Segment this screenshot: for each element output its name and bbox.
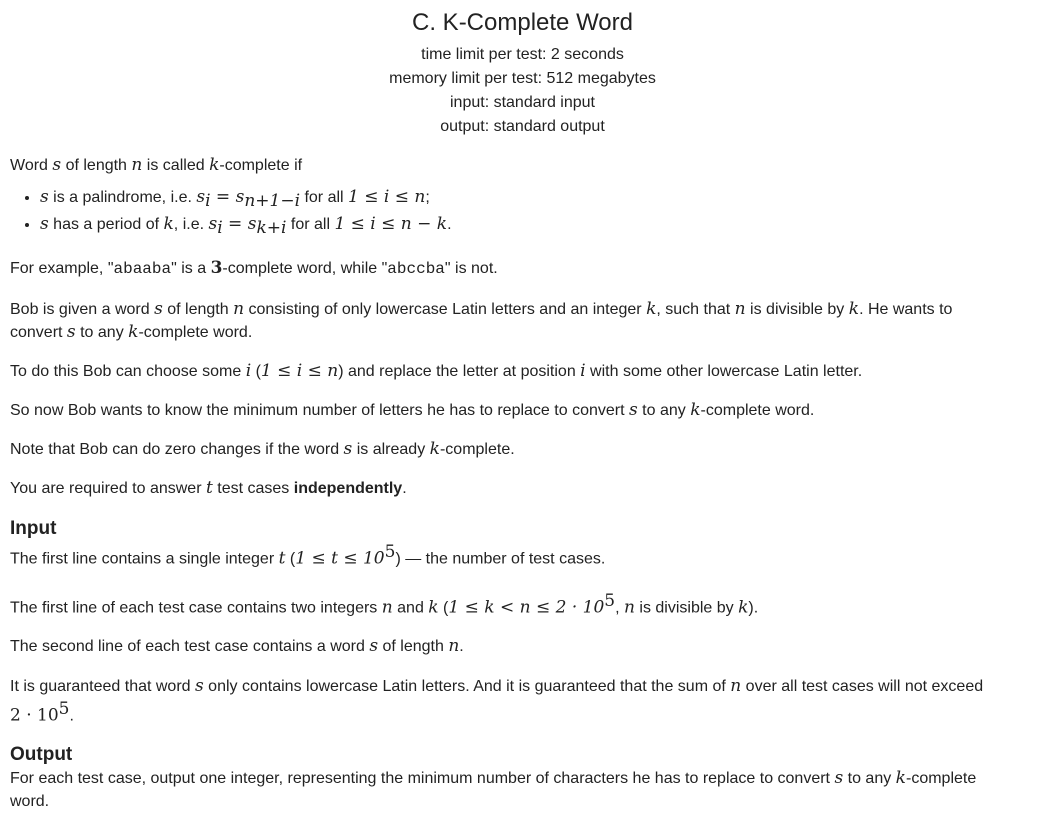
math-n: n — [131, 155, 143, 175]
statement-note: Note that Bob can do zero changes if the word s is already k-complete. — [10, 439, 515, 460]
math-k: k — [209, 155, 220, 175]
condition-palindrome: • s is a palindrome, i.e. $s_i = s_{n+1-i}$ for all 1 ≤ i ≤ n; — [40, 186, 1035, 213]
example-word-1: abaaba — [113, 260, 172, 279]
input-heading: Input — [10, 518, 57, 540]
input-guarantee: It is guaranteed that word s only contains lowercase Latin letters. And it is guaranteed that the sum of n over all test cases will not exceed $2 \cdot 10^5$. — [10, 676, 984, 726]
output-description: For each test case, output one integer, representing the minimum number of characters he has to replace to convert s to any k-complete word. — [10, 768, 977, 811]
input-spec: input: standard input — [450, 94, 595, 111]
statement-example: For example, "abaaba" is a 3-complete word, while "abccba" is not. — [10, 258, 498, 279]
input-line-2: The first line of each test case contains two integers n and k ($1 \le k < n \le 2 \cdot 10^5$, n is divisible by k). — [10, 590, 759, 618]
output-spec: output: standard output — [440, 118, 605, 135]
time-limit: time limit per test: 2 seconds — [421, 46, 624, 63]
example-word-2: abccba — [387, 260, 445, 279]
memory-limit: memory limit per test: 512 megabytes — [389, 70, 656, 87]
problem-limits — [10, 43, 1035, 139]
output-heading: Output — [10, 744, 73, 766]
condition-list — [10, 186, 1035, 240]
statement-goal: So now Bob wants to know the minimum number of letters he has to replace to convert s to any k-complete word. — [10, 400, 815, 421]
math-s: s — [52, 155, 62, 175]
condition-period: • s has a period of k, i.e. $s_i = s_{k+i}$ for all 1 ≤ i ≤ n − k. — [40, 213, 1035, 240]
statement-intro: Word s of length n is called k-complete if — [10, 155, 303, 175]
statement-independent: You are required to answer t test cases independently. — [10, 478, 407, 499]
statement-body: Bob is given a word s of length n consisting of only lowercase Latin letters and an integer k, such that n is divisible by k. He wants to convert s to any k-complete word. — [10, 299, 953, 343]
statement-operation: To do this Bob can choose some i (1 ≤ i ≤ n) and replace the letter at position i with some other lowercase Latin letter. — [10, 361, 863, 382]
problem-statement — [0, 7, 1045, 813]
input-line-1: The first line contains a single integer t $(1 \le t \le 10^5)$ — the number of test cases. — [10, 542, 606, 569]
problem-title: C. K-Complete Word — [412, 9, 633, 36]
input-line-3: The second line of each test case contains a word s of length n. — [10, 636, 464, 657]
